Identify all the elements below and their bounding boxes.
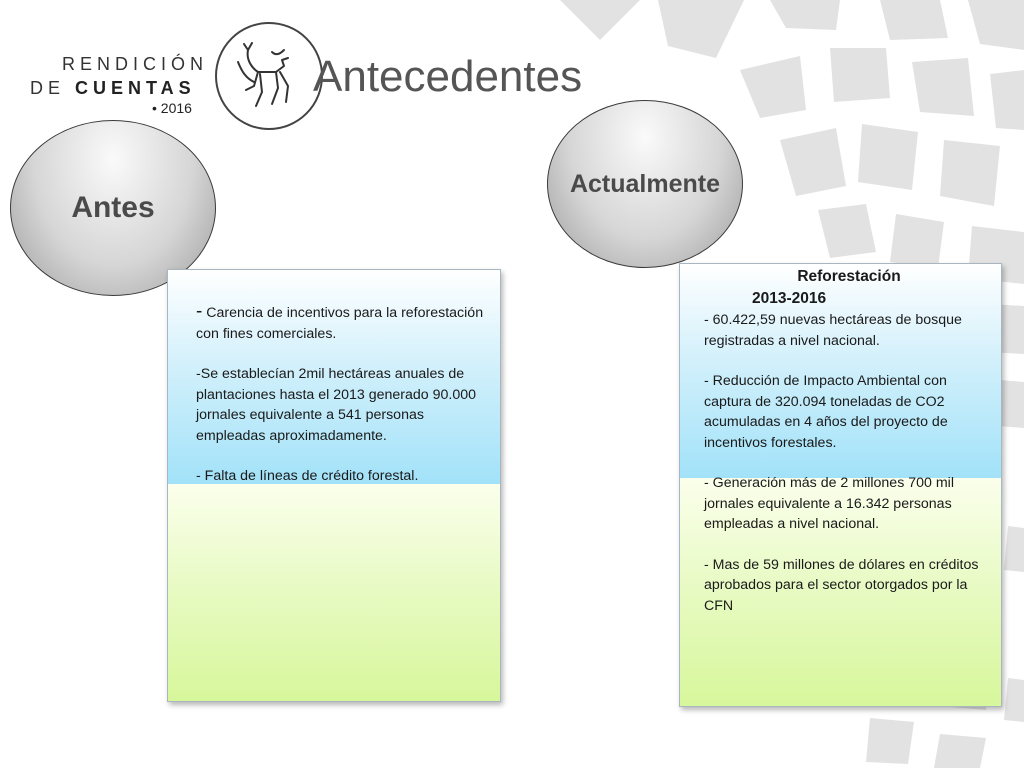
antes-item-2: -Se establecían 2mil hectáreas anuales de plantaciones hasta el 2013 generado 90.000 jornales equivalente a 541 personas empleadas aproximadamente. bbox=[196, 366, 477, 444]
actualmente-label: Actualmente bbox=[569, 169, 721, 198]
deer-icon bbox=[232, 42, 302, 110]
actualmente-text bbox=[704, 266, 994, 616]
actualmente-heading1: Reforestación bbox=[797, 268, 901, 285]
page-title: Antecedentes bbox=[313, 52, 583, 101]
actualmente-panel bbox=[679, 263, 1002, 707]
actualmente-oval bbox=[547, 100, 743, 268]
logo-line1: RENDICIÓN bbox=[62, 54, 209, 74]
actualmente-item-3: - Generación más de 2 millones 700 mil jornales equivalente a 16.342 personas empleadas a nivel nacional. bbox=[704, 475, 954, 532]
logo-line2 bbox=[30, 78, 196, 99]
antes-panel-bottom bbox=[168, 484, 500, 701]
logo-line2-bold: CUENTAS bbox=[75, 78, 196, 98]
actualmente-heading2: 2013-2016 bbox=[752, 290, 827, 307]
antes-panel bbox=[167, 269, 501, 702]
antes-text bbox=[196, 302, 486, 487]
antes-item-1-dash: - bbox=[196, 301, 203, 322]
antes-label: Antes bbox=[71, 191, 155, 224]
antes-item-1 bbox=[196, 302, 486, 344]
actualmente-item-1: - 60.422,59 nuevas hectáreas de bosque registradas a nivel nacional. bbox=[704, 312, 962, 349]
actualmente-item-2: - Reducción de Impacto Ambiental con captura de 320.094 toneladas de CO2 acumuladas en 4 años del proyecto de incentivos forestales. bbox=[704, 373, 948, 451]
logo-line2-prefix: DE bbox=[30, 78, 76, 98]
antes-item-3: - Falta de líneas de crédito forestal. bbox=[196, 468, 419, 484]
antes-item-1-text: Carencia de incentivos para la reforestación con fines comerciales. bbox=[196, 305, 484, 342]
actualmente-item-4: - Mas de 59 millones de dólares en créditos aprobados para el sector otorgados por la CFN bbox=[704, 556, 979, 614]
logo-year: • 2016 bbox=[152, 100, 192, 116]
rendicion-cuentas-logo bbox=[30, 22, 305, 132]
